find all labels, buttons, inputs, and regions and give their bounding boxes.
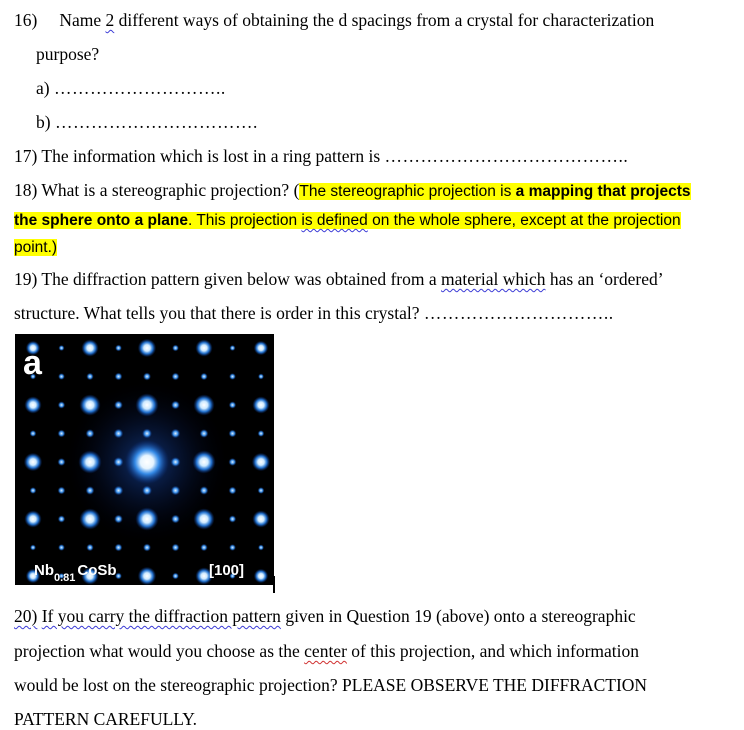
fundamental-spot bbox=[192, 450, 215, 473]
fundamental-spot bbox=[79, 394, 100, 415]
fundamental-spot bbox=[193, 394, 214, 415]
q16-answer-b bbox=[36, 111, 258, 133]
fundamental-spot bbox=[138, 567, 156, 585]
fundamental-spot bbox=[254, 569, 268, 583]
diffraction-pattern-image bbox=[15, 334, 274, 585]
q18-answer-bold2: the sphere onto a plane bbox=[14, 212, 188, 229]
fundamental-spot bbox=[138, 339, 156, 357]
superlattice-spot bbox=[171, 457, 181, 467]
superlattice-spot bbox=[58, 515, 65, 522]
q16-number-two: 2 bbox=[105, 10, 115, 30]
fundamental-spot bbox=[252, 396, 269, 413]
zone-axis-label: [100] bbox=[209, 562, 245, 579]
q20-line4: PATTERN CAREFULLY. bbox=[14, 709, 198, 729]
fundamental-spot bbox=[254, 341, 268, 355]
q20-line1 bbox=[14, 605, 636, 627]
q17-line bbox=[14, 145, 628, 167]
formula-main: Nb bbox=[34, 562, 54, 579]
diffraction-pattern-svg bbox=[15, 334, 274, 585]
q16-text-rest: different ways of obtaining the d spacings from a crystal for characterization bbox=[114, 10, 655, 30]
superlattice-spot bbox=[30, 545, 36, 551]
q20-line3: would be lost on the stereographic projection? PLEASE OBSERVE THE DIFFRACTION bbox=[14, 675, 648, 695]
superlattice-spot bbox=[229, 458, 237, 466]
superlattice-spot bbox=[114, 429, 124, 439]
diffraction-spots bbox=[24, 339, 270, 585]
q19-number: 19) bbox=[14, 269, 38, 289]
formula-subscript: 0.81 bbox=[54, 572, 76, 584]
superlattice-spot bbox=[58, 401, 65, 408]
q20-line2-a: projection what would you choose as the bbox=[14, 641, 305, 661]
superlattice-spot bbox=[230, 345, 236, 351]
superlattice-spot bbox=[258, 545, 264, 551]
superlattice-spot bbox=[115, 544, 123, 552]
superlattice-spot bbox=[172, 544, 180, 552]
superlattice-spot bbox=[142, 429, 152, 439]
q18-answer-part2: . This projection bbox=[187, 212, 302, 229]
superlattice-spot bbox=[58, 430, 66, 438]
superlattice-spot bbox=[114, 401, 123, 410]
q19-line1 bbox=[14, 268, 664, 290]
superlattice-spot bbox=[86, 373, 93, 380]
fundamental-spot bbox=[24, 510, 41, 527]
q20-text: given in Question 19 (above) onto a stereographic bbox=[280, 606, 636, 626]
fundamental-spot bbox=[79, 508, 100, 529]
superlattice-spot bbox=[229, 373, 236, 380]
superlattice-spot bbox=[143, 544, 151, 552]
q16-a-label: a) bbox=[36, 78, 50, 98]
q20-center-word: center bbox=[304, 641, 347, 661]
superlattice-spot bbox=[114, 457, 124, 467]
q18-answer-wavy: is defined bbox=[301, 212, 368, 229]
superlattice-spot bbox=[30, 487, 37, 494]
superlattice-spot bbox=[115, 345, 122, 352]
central-spot bbox=[125, 440, 169, 484]
q19-text-line2: structure. What tells you that there is order in this crystal? bbox=[14, 303, 420, 323]
q19-text-wavy: material which bbox=[441, 269, 546, 289]
q18-answer-part1: The stereographic projection is bbox=[299, 183, 516, 200]
q20-text-wavy: If you carry the diffraction pattern bbox=[41, 606, 281, 626]
q18-line1 bbox=[14, 179, 691, 203]
q16-b-label: b) bbox=[36, 112, 51, 132]
fundamental-spot bbox=[81, 339, 98, 356]
q18-answer-end: point.) bbox=[14, 239, 58, 256]
q17-blank[interactable]: ………………………………….. bbox=[384, 146, 629, 166]
q16-answer-a bbox=[36, 77, 226, 99]
superlattice-spot bbox=[86, 544, 93, 551]
fundamental-spot bbox=[195, 339, 212, 356]
q16-b-blank[interactable]: ……………………………. bbox=[54, 112, 258, 132]
superlattice-spot bbox=[143, 373, 151, 381]
q16-line2: purpose? bbox=[36, 44, 100, 64]
q16-a-blank[interactable]: ……………………….. bbox=[53, 78, 226, 98]
q18-answer-bold: a mapping that projects bbox=[515, 183, 691, 200]
superlattice-spot bbox=[229, 401, 236, 408]
superlattice-spot bbox=[171, 401, 180, 410]
superlattice-spot bbox=[86, 429, 95, 438]
text-cursor bbox=[273, 576, 275, 593]
q19-text-rest: has an ‘ordered’ bbox=[545, 269, 664, 289]
superlattice-spot bbox=[30, 430, 37, 437]
superlattice-spot bbox=[59, 345, 65, 351]
q18-number: 18) bbox=[14, 180, 38, 200]
fundamental-spot bbox=[135, 507, 158, 530]
superlattice-spot bbox=[114, 486, 124, 496]
superlattice-spot bbox=[58, 458, 66, 466]
q18-line3 bbox=[14, 237, 57, 259]
superlattice-spot bbox=[258, 374, 264, 380]
q20-number: 20) bbox=[14, 606, 38, 626]
superlattice-spot bbox=[58, 487, 66, 495]
superlattice-spot bbox=[58, 544, 65, 551]
q18-answer-part3: on the whole sphere, except at the projection bbox=[367, 212, 681, 229]
superlattice-spot bbox=[229, 487, 237, 495]
superlattice-spot bbox=[58, 373, 65, 380]
superlattice-spot bbox=[172, 345, 179, 352]
superlattice-spot bbox=[86, 486, 95, 495]
superlattice-spot bbox=[115, 373, 123, 381]
superlattice-spot bbox=[172, 373, 180, 381]
superlattice-spot bbox=[171, 515, 180, 524]
q18-line2 bbox=[14, 210, 681, 232]
superlattice-spot bbox=[200, 373, 207, 380]
q18-text: What is a stereographic projection? ( bbox=[41, 180, 300, 200]
q20-line2 bbox=[14, 640, 639, 662]
superlattice-spot bbox=[229, 544, 236, 551]
superlattice-spot bbox=[229, 430, 237, 438]
fundamental-spot bbox=[252, 510, 269, 527]
superlattice-spot bbox=[200, 429, 209, 438]
q17-text: The information which is lost in a ring pattern is bbox=[41, 146, 381, 166]
fundamental-spot bbox=[24, 453, 42, 471]
superlattice-spot bbox=[171, 429, 181, 439]
fundamental-spot bbox=[24, 396, 41, 413]
fundamental-spot bbox=[252, 453, 270, 471]
superlattice-spot bbox=[172, 573, 179, 580]
fundamental-spot bbox=[78, 450, 101, 473]
superlattice-spot bbox=[258, 487, 265, 494]
q17-number: 17) bbox=[14, 146, 38, 166]
q16-number: 16) bbox=[14, 10, 38, 30]
q19-text: The diffraction pattern given below was obtained from a bbox=[41, 269, 442, 289]
superlattice-spot bbox=[171, 486, 181, 496]
superlattice-spot bbox=[258, 430, 265, 437]
q16-text: Name bbox=[59, 10, 106, 30]
panel-label: a bbox=[23, 344, 42, 382]
q20-line2-b: of this projection, and which information bbox=[346, 641, 639, 661]
formula-rest: CoSb bbox=[77, 562, 117, 579]
superlattice-spot bbox=[114, 515, 123, 524]
superlattice-spot bbox=[200, 486, 209, 495]
fundamental-spot bbox=[193, 508, 214, 529]
superlattice-spot bbox=[142, 486, 152, 496]
q19-blank[interactable]: ………………………….. bbox=[423, 303, 614, 323]
q19-line2 bbox=[14, 302, 614, 324]
fundamental-spot bbox=[135, 393, 158, 416]
superlattice-spot bbox=[200, 544, 207, 551]
superlattice-spot bbox=[229, 515, 236, 522]
q16-line1 bbox=[14, 9, 654, 31]
